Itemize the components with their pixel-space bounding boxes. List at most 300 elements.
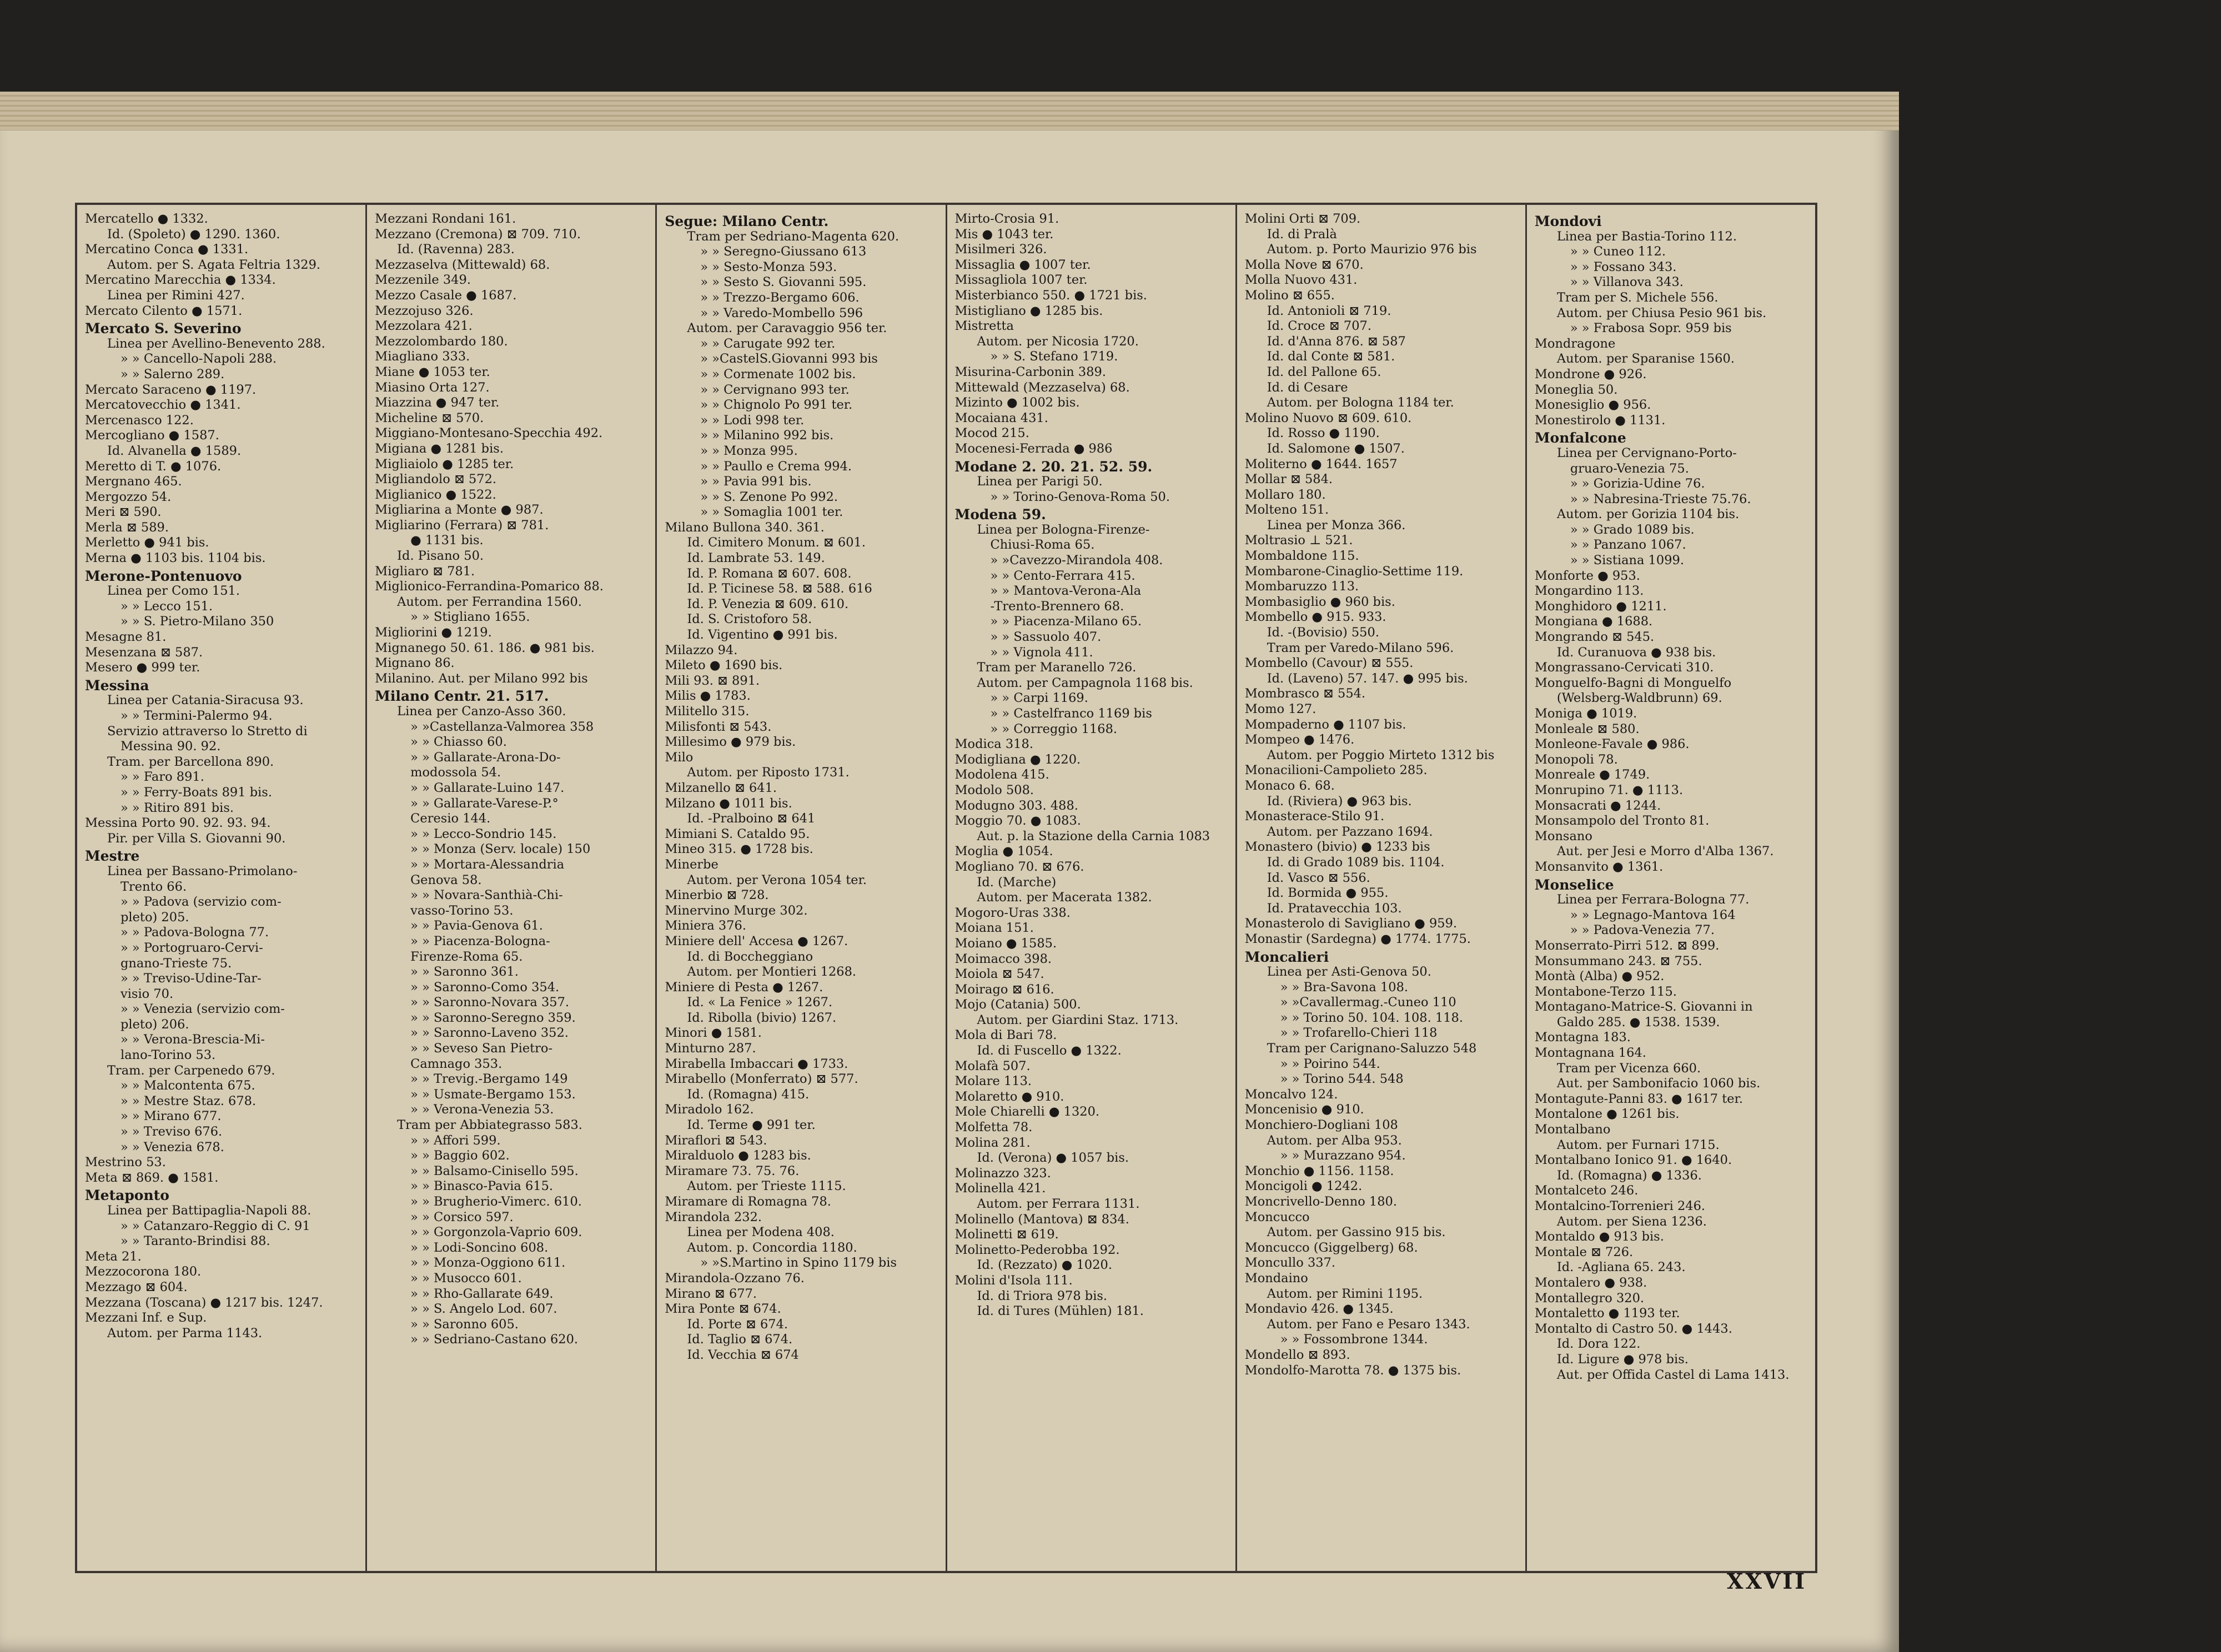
index-entry: » » Monza (Serv. locale) 150 <box>410 842 591 857</box>
index-entry: Mestrino 53. <box>85 1155 166 1170</box>
index-entry: Id. Alvanella ● 1589. <box>107 443 242 458</box>
index-entry: » » Gallarate-Varese-P.° <box>410 796 559 811</box>
index-entry: » » Sistiana 1099. <box>1570 553 1684 568</box>
index-entry: Chiusi-Roma 65. <box>990 538 1095 553</box>
index-entry: Mili 93. ⊠ 891. <box>665 673 760 688</box>
index-entry: Autom. per Parma 1143. <box>107 1325 263 1340</box>
index-entry: » » Lecco 151. <box>120 599 213 614</box>
index-entry: Moncigoli ● 1242. <box>1244 1179 1363 1194</box>
index-entry: Mirabella Imbaccari ● 1733. <box>665 1056 848 1071</box>
index-entry: » » Sassuolo 407. <box>990 630 1102 645</box>
index-entry: » » Somaglia 1001 ter. <box>700 505 843 520</box>
index-entry: » » Torino 544. 548 <box>1280 1072 1404 1087</box>
index-entry: Linea per Ferrara-Bologna 77. <box>1556 892 1750 907</box>
index-entry: » » Chignolo Po 991 ter. <box>700 398 853 413</box>
index-entry: » »Castellanza-Valmorea 358 <box>410 719 594 734</box>
index-entry: Minerbe <box>665 857 718 872</box>
index-entry: Milzano ● 1011 bis. <box>665 796 792 811</box>
index-entry: Miramare di Romagna 78. <box>665 1194 831 1209</box>
index-entry: » » Murazzano 954. <box>1280 1148 1406 1163</box>
index-entry: Mongardino 113. <box>1534 584 1644 599</box>
index-entry: Molfetta 78. <box>954 1120 1033 1135</box>
index-entry: Mole Chiarelli ● 1320. <box>954 1104 1100 1119</box>
index-entry: Mollar ⊠ 584. <box>1244 472 1333 487</box>
index-entry: Misurina-Carbonin 389. <box>954 364 1107 379</box>
index-entry: Miazzina ● 947 ter. <box>375 395 500 410</box>
index-entry: Molinazzo 323. <box>954 1166 1051 1181</box>
index-entry: Mondavio 426. ● 1345. <box>1244 1302 1394 1317</box>
index-entry: Mirano ⊠ 677. <box>665 1286 757 1301</box>
index-entry: Messina Porto 90. 92. 93. 94. <box>85 816 271 831</box>
index-entry: » » Affori 599. <box>410 1133 501 1148</box>
index-entry: Linea per Bologna-Firenze- <box>977 522 1150 537</box>
index-entry: Moltrasio ⊥ 521. <box>1244 533 1353 548</box>
index-entry: Autom. per Poggio Mirteto 1312 bis <box>1267 747 1495 762</box>
index-entry: Servizio attraverso lo Stretto di <box>107 724 308 739</box>
index-entry: Autom. per Alba 953. <box>1267 1133 1402 1148</box>
index-heading: Monfalcone <box>1534 430 1626 446</box>
index-entry: -Trento-Brennero 68. <box>990 599 1124 614</box>
index-entry: Monsacrati ● 1244. <box>1534 798 1661 813</box>
index-heading: Milano Centr. 21. 517. <box>375 688 549 705</box>
index-entry: Mezzo Casale ● 1687. <box>375 288 517 303</box>
index-entry: » » Treviso-Udine-Tar- <box>120 971 262 986</box>
index-entry: Montale ⊠ 726. <box>1534 1244 1634 1259</box>
index-entry: Tram. per Carpenedo 679. <box>107 1063 275 1078</box>
index-entry: » » Gorizia-Udine 76. <box>1570 476 1705 491</box>
index-column-3 <box>655 205 945 1571</box>
index-entry: Minerbio ⊠ 728. <box>665 888 769 903</box>
index-entry: Milzanello ⊠ 641. <box>665 780 777 795</box>
index-entry: Mizinto ● 1002 bis. <box>954 395 1080 410</box>
index-entry: Autom. per Trieste 1115. <box>687 1179 846 1194</box>
index-entry: » » Verona-Venezia 53. <box>410 1102 554 1117</box>
index-entry: Mercatello ● 1332. <box>85 212 208 226</box>
index-entry: Autom. per Pazzano 1694. <box>1267 824 1433 839</box>
index-entry: Mira Ponte ⊠ 674. <box>665 1302 781 1317</box>
index-entry: Aut. per Offida Castel di Lama 1413. <box>1556 1367 1790 1382</box>
index-entry: gruaro-Venezia 75. <box>1570 461 1689 476</box>
index-entry: Monopoli 78. <box>1534 752 1618 767</box>
index-entry: Mignano 86. <box>375 656 455 671</box>
index-entry: Minturno 287. <box>665 1041 756 1056</box>
index-entry: » » Venezia (servizio com- <box>120 1002 285 1017</box>
index-entry: » » Stigliano 1655. <box>410 610 530 625</box>
index-entry: » » Monza 995. <box>700 443 798 458</box>
index-entry: » » Lodi-Soncino 608. <box>410 1240 549 1255</box>
index-entry: Montalbano <box>1534 1122 1611 1137</box>
index-entry: Moneglia 50. <box>1534 382 1618 397</box>
index-entry: Monestirolo ● 1131. <box>1534 413 1666 428</box>
index-entry: Mimiani S. Cataldo 95. <box>665 826 810 841</box>
index-entry: Missagliola 1007 ter. <box>954 273 1088 288</box>
index-entry: Modolena 415. <box>954 767 1049 782</box>
index-entry: Autom. per Ferrara 1131. <box>977 1197 1140 1211</box>
index-entry: Modugno 303. 488. <box>954 798 1078 813</box>
index-entry: » » Saronno-Seregno 359. <box>410 1010 576 1025</box>
index-entry: » » Saronno 605. <box>410 1317 519 1332</box>
index-heading: Mestre <box>85 848 140 865</box>
index-entry: Mompaderno ● 1107 bis. <box>1244 717 1406 732</box>
index-entry: Milisfonti ⊠ 543. <box>665 719 772 734</box>
index-entry: Mercogliano ● 1587. <box>85 428 219 443</box>
index-entry: Meta ⊠ 869. ● 1581. <box>85 1170 219 1185</box>
index-entry: Mistretta <box>954 319 1014 334</box>
index-entry: Monserrato-Pirri 512. ⊠ 899. <box>1534 938 1720 953</box>
index-entry: Migliarino (Ferrara) ⊠ 781. <box>375 518 549 533</box>
index-entry: Autom. per Ferrandina 1560. <box>397 594 582 609</box>
index-entry: Linea per Canzo-Asso 360. <box>397 704 566 719</box>
index-entry: Autom. per Gassino 915 bis. <box>1267 1225 1446 1240</box>
index-entry: Linea per Modena 408. <box>687 1225 835 1240</box>
index-entry: Id. Porte ⊠ 674. <box>687 1317 788 1332</box>
index-entry: Moncrivello-Denno 180. <box>1244 1194 1398 1209</box>
index-column-4 <box>946 205 1235 1571</box>
index-entry: Mirandola-Ozzano 76. <box>665 1271 805 1286</box>
index-entry: Molteno 151. <box>1244 503 1329 518</box>
index-entry: Autom. p. Concordia 1180. <box>687 1240 857 1255</box>
index-entry: » »CastelS.Giovanni 993 bis <box>700 352 878 366</box>
index-entry: Monreale ● 1749. <box>1534 767 1650 782</box>
index-entry: » » Gallarate-Luino 147. <box>410 780 565 795</box>
index-entry: » » Piacenza-Milano 65. <box>990 614 1142 629</box>
index-entry: Mezzaselva (Mittewald) 68. <box>375 257 550 272</box>
index-entry: Id. P. Venezia ⊠ 609. 610. <box>687 596 849 611</box>
index-entry: Molini d'Isola 111. <box>954 1273 1073 1288</box>
index-entry: » » Carugate 992 ter. <box>700 336 836 351</box>
index-heading: Modane 2. 20. 21. 52. 59. <box>954 458 1153 475</box>
index-entry: Galdo 285. ● 1538. 1539. <box>1556 1015 1720 1030</box>
index-entry: Tram per Abbiategrasso 583. <box>397 1118 582 1133</box>
index-entry: » »S.Martino in Spino 1179 bis <box>700 1256 897 1271</box>
index-entry: Id. (Rezzato) ● 1020. <box>977 1258 1112 1273</box>
index-entry: Montà (Alba) ● 952. <box>1534 969 1665 984</box>
index-entry: Modolo 508. <box>954 782 1034 797</box>
index-entry: Messina 90. 92. <box>120 739 221 754</box>
index-entry: Montaletto ● 1193 ter. <box>1534 1306 1680 1321</box>
index-column-1 <box>77 205 365 1571</box>
index-entry: » » Sedriano-Castano 620. <box>410 1332 579 1347</box>
index-entry: Linea per Catania-Siracusa 93. <box>107 693 304 708</box>
index-entry: Id. (Spoleto) ● 1290. 1360. <box>107 227 280 242</box>
index-entry: Miglianico ● 1522. <box>375 487 496 502</box>
index-entry: Migliandolo ⊠ 572. <box>375 472 497 487</box>
index-entry: Moiano ● 1585. <box>954 936 1057 951</box>
index-entry: » » Novara-Santhià-Chi- <box>410 888 563 903</box>
index-heading: Modena 59. <box>954 506 1046 523</box>
index-entry: Mercato Cilento ● 1571. <box>85 303 243 318</box>
index-entry: » » Cento-Ferrara 415. <box>990 568 1135 583</box>
index-entry: Autom. per Verona 1054 ter. <box>687 872 867 887</box>
index-entry: Montallegro 320. <box>1534 1291 1645 1305</box>
index-entry: Id. Dora 122. <box>1556 1337 1641 1352</box>
index-entry: Miniera 376. <box>665 918 747 933</box>
index-entry: » » Lodi 998 ter. <box>700 413 805 428</box>
index-entry: Autom. per Montieri 1268. <box>687 965 857 980</box>
index-entry: » » Trevig.-Bergamo 149 <box>410 1072 568 1087</box>
index-entry: » » Taranto-Brindisi 88. <box>120 1234 270 1249</box>
index-entry: Molina 281. <box>954 1135 1031 1150</box>
index-entry: » »Cavezzo-Mirandola 408. <box>990 553 1163 568</box>
index-entry: Id. Cimitero Monum. ⊠ 601. <box>687 535 866 550</box>
index-entry: » » Brugherio-Vimerc. 610. <box>410 1194 582 1209</box>
index-entry: Mongiana ● 1688. <box>1534 614 1653 629</box>
index-entry: Moiola ⊠ 547. <box>954 967 1044 982</box>
index-entry: » » Usmate-Bergamo 153. <box>410 1087 576 1102</box>
index-entry: Monasterace-Stilo 91. <box>1244 809 1385 824</box>
index-entry: Linea per Cervignano-Porto- <box>1556 445 1737 460</box>
index-entry: Montalcino-Torrenieri 246. <box>1534 1199 1706 1213</box>
index-entry: Id. Croce ⊠ 707. <box>1267 319 1371 334</box>
index-entry: Miane ● 1053 ter. <box>375 364 490 379</box>
index-entry: Id. « La Fenice » 1267. <box>687 995 833 1010</box>
index-entry: Moncullo 337. <box>1244 1256 1336 1271</box>
index-entry: Miglionico-Ferrandina-Pomarico 88. <box>375 579 604 594</box>
index-entry: Miramare 73. 75. 76. <box>665 1163 800 1178</box>
index-entry: Mercato Saraceno ● 1197. <box>85 382 257 397</box>
index-entry: Moniga ● 1019. <box>1534 706 1637 721</box>
index-entry: Id. (Verona) ● 1057 bis. <box>977 1151 1129 1166</box>
index-entry: Mombarone-Cinaglio-Settime 119. <box>1244 564 1464 579</box>
index-entry: Id. del Pallone 65. <box>1267 364 1381 379</box>
index-entry: Missaglia ● 1007 ter. <box>954 257 1091 272</box>
index-entry: » » Lecco-Sondrio 145. <box>410 826 557 841</box>
index-entry: pleto) 205. <box>120 910 189 925</box>
index-entry: » » Saronno 361. <box>410 965 519 980</box>
index-entry: Mondaino <box>1244 1271 1308 1286</box>
index-entry: (Welsberg-Waldbrunn) 69. <box>1556 691 1722 706</box>
index-entry: » » Saronno-Como 354. <box>410 980 560 995</box>
index-heading: Monselice <box>1534 876 1614 893</box>
index-entry: Genova 58. <box>410 872 482 887</box>
index-entry: Monsampolo del Tronto 81. <box>1534 814 1710 828</box>
index-entry: Linea per Bastia-Torino 112. <box>1556 229 1737 244</box>
index-entry: Autom. p. Porto Maurizio 976 bis <box>1267 242 1477 257</box>
index-entry: Monleale ⊠ 580. <box>1534 721 1640 736</box>
index-entry: Montaldo ● 913 bis. <box>1534 1229 1664 1244</box>
index-entry: Monghidoro ● 1211. <box>1534 599 1667 614</box>
index-entry: Migliaro ⊠ 781. <box>375 564 475 579</box>
index-entry: » » Castelfranco 1169 bis <box>990 706 1152 721</box>
index-entry: » » Venezia 678. <box>120 1139 224 1154</box>
index-entry: Tram per Carignano-Saluzzo 548 <box>1267 1041 1477 1056</box>
index-entry: » » Villanova 343. <box>1570 275 1684 290</box>
index-entry: » » S. Pietro-Milano 350 <box>120 614 274 629</box>
index-entry: Mondolfo-Marotta 78. ● 1375 bis. <box>1244 1363 1461 1378</box>
index-entry: Monrupino 71. ● 1113. <box>1534 782 1684 797</box>
index-entry: » » Carpi 1169. <box>990 691 1088 706</box>
index-entry: Id. Pisano 50. <box>397 549 484 564</box>
index-entry: Mombello (Cavour) ⊠ 555. <box>1244 656 1414 671</box>
index-entry: » » Trofarello-Chieri 118 <box>1280 1026 1438 1041</box>
index-entry: Mombaruzzo 113. <box>1244 579 1359 594</box>
index-entry: Mercatino Conca ● 1331. <box>85 242 249 257</box>
index-entry: Mergnano 465. <box>85 474 182 489</box>
index-entry: Mezzojuso 326. <box>375 303 474 318</box>
index-entry: Tram per Sedriano-Magenta 620. <box>687 229 900 244</box>
index-entry: Montagute-Panni 83. ● 1617 ter. <box>1534 1091 1743 1106</box>
index-entry: Mocaiana 431. <box>954 410 1048 425</box>
index-entry: Moggio 70. ● 1083. <box>954 814 1081 828</box>
page-number: XXVII <box>1727 1569 1807 1594</box>
index-entry: » » Termini-Palermo 94. <box>120 709 273 723</box>
index-entry: » » Faro 891. <box>120 770 204 785</box>
index-entry: Monasterolo di Savigliano ● 959. <box>1244 916 1458 931</box>
index-entry: » » Cuneo 112. <box>1570 244 1666 259</box>
index-entry: Mesagne 81. <box>85 630 167 645</box>
index-entry: Mezzolombardo 180. <box>375 334 508 349</box>
index-entry: Milazzo 94. <box>665 642 738 657</box>
index-entry: Moiana 151. <box>954 921 1034 936</box>
index-entry: Molinello (Mantova) ⊠ 834. <box>954 1212 1129 1227</box>
index-entry: Id. Curanuova ● 938 bis. <box>1556 645 1716 660</box>
index-entry: Miraflori ⊠ 543. <box>665 1133 767 1148</box>
index-entry: Autom. per Riposto 1731. <box>687 765 850 780</box>
index-entry: Id. Vasco ⊠ 556. <box>1267 870 1370 885</box>
index-entry: Monastir (Sardegna) ● 1774. 1775. <box>1244 931 1471 946</box>
index-entry: » » S. Zenone Po 992. <box>700 489 838 504</box>
index-heading: Messina <box>85 677 149 694</box>
index-entry: Mercatino Marecchia ● 1334. <box>85 273 276 288</box>
index-entry: Autom. per Furnari 1715. <box>1556 1137 1720 1152</box>
index-entry: » » Malcontenta 675. <box>120 1078 255 1093</box>
index-entry: Aut. per Sambonifacio 1060 bis. <box>1556 1076 1761 1091</box>
index-entry: Molinella 421. <box>954 1181 1046 1196</box>
index-entry: » » S. Angelo Lod. 607. <box>410 1302 557 1317</box>
index-entry: Mezzenile 349. <box>375 273 471 288</box>
index-entry: » » Varedo-Mombello 596 <box>700 305 863 320</box>
index-entry: Mojo (Catania) 500. <box>954 997 1081 1012</box>
index-entry: Militello 315. <box>665 704 750 719</box>
index-entry: » » Binasco-Pavia 615. <box>410 1179 554 1194</box>
index-entry: » » Bra-Savona 108. <box>1280 980 1409 995</box>
index-entry: Autom. per Chiusa Pesio 961 bis. <box>1556 305 1767 320</box>
index-entry: Merna ● 1103 bis. 1104 bis. <box>85 551 266 566</box>
index-entry: Trento 66. <box>120 879 187 894</box>
index-entry: Moliterno ● 1644. 1657 <box>1244 456 1398 471</box>
index-heading: Mercato S. Severino <box>85 320 242 337</box>
index-entry: Migliarina a Monte ● 987. <box>375 503 544 518</box>
index-entry: pleto) 206. <box>120 1017 189 1032</box>
index-column-2 <box>365 205 655 1571</box>
index-entry: Montabone-Terzo 115. <box>1534 984 1677 999</box>
index-entry: Id. (Ravenna) 283. <box>397 242 515 257</box>
index-entry: Modigliana ● 1220. <box>954 752 1081 767</box>
index-entry: Camnago 353. <box>410 1056 503 1071</box>
index-entry: Mongrando ⊠ 545. <box>1534 630 1655 645</box>
index-entry: Mezzago ⊠ 604. <box>85 1279 188 1294</box>
index-entry: Moirago ⊠ 616. <box>954 982 1054 997</box>
index-entry: Misterbianco 550. ● 1721 bis. <box>954 288 1147 303</box>
index-entry: Mogliano 70. ⊠ 676. <box>954 859 1084 874</box>
index-entry: Moglia ● 1054. <box>954 844 1053 859</box>
index-entry: Id. Vigentino ● 991 bis. <box>687 627 838 642</box>
index-entry: Id. Salomone ● 1507. <box>1267 441 1405 456</box>
index-heading: Segue: Milano Centr. <box>665 213 829 229</box>
index-entry: Mombrasco ⊠ 554. <box>1244 686 1366 701</box>
index-entry: » » Chiasso 60. <box>410 735 507 750</box>
index-entry: Mistigliano ● 1285 bis. <box>954 303 1103 318</box>
index-entry: Mittewald (Mezzaselva) 68. <box>954 380 1130 395</box>
index-entry: Migliaiolo ● 1285 ter. <box>375 456 514 471</box>
index-entry: » » Seveso San Pietro- <box>410 1041 553 1056</box>
index-entry: » » Mortara-Alessandria <box>410 857 565 872</box>
index-entry: Id. -Agliana 65. 243. <box>1556 1260 1686 1275</box>
index-entry: » » Balsamo-Cinisello 595. <box>410 1163 579 1178</box>
index-entry: Merletto ● 941 bis. <box>85 535 209 550</box>
index-entry: Linea per Asti-Genova 50. <box>1267 965 1431 980</box>
book-page <box>0 92 1899 1652</box>
index-entry: vasso-Torino 53. <box>410 903 514 918</box>
index-entry: » » Ritiro 891 bis. <box>120 800 234 815</box>
index-entry: Modica 318. <box>954 737 1033 752</box>
index-entry: Autom. per Gorizia 1104 bis. <box>1556 507 1740 522</box>
index-entry: Molaretto ● 910. <box>954 1089 1064 1104</box>
index-entry: Minori ● 1581. <box>665 1026 762 1041</box>
index-entry: Mirandola 232. <box>665 1209 762 1224</box>
index-entry: » » Corsico 597. <box>410 1209 514 1224</box>
index-entry: » » Fossano 343. <box>1570 259 1677 274</box>
index-entry: Mocenesi-Ferrada ● 986 <box>954 441 1113 456</box>
index-entry: Autom. per Macerata 1382. <box>977 890 1152 905</box>
index-entry: » » Rho-Gallarate 649. <box>410 1286 554 1301</box>
index-entry: Molinetto-Pederobba 192. <box>954 1242 1120 1257</box>
index-entry: Id. di Boccheggiano <box>687 949 813 964</box>
index-entry: Autom. per Campagnola 1168 bis. <box>977 675 1193 690</box>
index-entry: » » Verona-Brescia-Mi- <box>120 1032 265 1047</box>
index-entry: Id. (Romagna) 415. <box>687 1087 810 1102</box>
index-entry: Milo <box>665 750 694 765</box>
index-entry: Mondragone <box>1534 336 1616 351</box>
index-entry: » » Salerno 289. <box>120 366 225 381</box>
index-entry: Id. di Cesare <box>1267 380 1348 395</box>
index-entry: » » Torino 50. 104. 108. 118. <box>1280 1010 1464 1025</box>
index-entry: Id. (Laveno) 57. 147. ● 995 bis. <box>1267 671 1468 686</box>
index-entry: Id. -(Bovisio) 550. <box>1267 625 1379 640</box>
index-entry: Autom. per Fano e Pesaro 1343. <box>1267 1317 1470 1332</box>
index-entry: » » Saronno-Novara 357. <box>410 995 570 1010</box>
index-entry: Monacilioni-Campolieto 285. <box>1244 763 1428 778</box>
index-entry: » » Pavia 991 bis. <box>700 474 812 489</box>
index-entry: » » Padova-Bologna 77. <box>120 925 269 940</box>
index-column-6 <box>1525 205 1815 1571</box>
index-entry: Autom. per Siena 1236. <box>1556 1214 1707 1229</box>
index-entry: Monleone-Favale ● 986. <box>1534 737 1690 752</box>
index-entry: Mondrone ● 926. <box>1534 366 1647 381</box>
index-entry: » » Nabresina-Trieste 75.76. <box>1570 491 1751 506</box>
index-entry: Mezzocorona 180. <box>85 1264 202 1279</box>
index-entry: Mombaldone 115. <box>1244 549 1359 564</box>
index-entry: Moncucco <box>1244 1209 1310 1224</box>
index-entry: Miagliano 333. <box>375 349 470 364</box>
index-entry: Miradolo 162. <box>665 1102 754 1117</box>
index-entry: Id. di Tures (Mühlen) 181. <box>977 1304 1144 1319</box>
index-entry: » » Portogruaro-Cervi- <box>120 940 263 955</box>
index-entry: » » Poirino 544. <box>1280 1056 1380 1071</box>
index-entry: Montalone ● 1261 bis. <box>1534 1107 1680 1122</box>
index-entry: » » Panzano 1067. <box>1570 538 1686 553</box>
index-entry: Montagna 183. <box>1534 1030 1631 1045</box>
index-entry: Id. (Marche) <box>977 875 1057 890</box>
index-entry: Id. di Grado 1089 bis. 1104. <box>1267 855 1445 870</box>
index-entry: » » Legnago-Mantova 164 <box>1570 907 1736 922</box>
index-entry: » » Mestre Staz. 678. <box>120 1093 257 1108</box>
index-entry: Id. (Romagna) ● 1336. <box>1556 1168 1702 1183</box>
index-entry: Monsanvito ● 1361. <box>1534 859 1664 874</box>
index-entry: » » Sesto-Monza 593. <box>700 259 837 274</box>
index-entry: Id. (Riviera) ● 963 bis. <box>1267 794 1412 809</box>
index-entry: Misilmeri 326. <box>954 242 1047 257</box>
